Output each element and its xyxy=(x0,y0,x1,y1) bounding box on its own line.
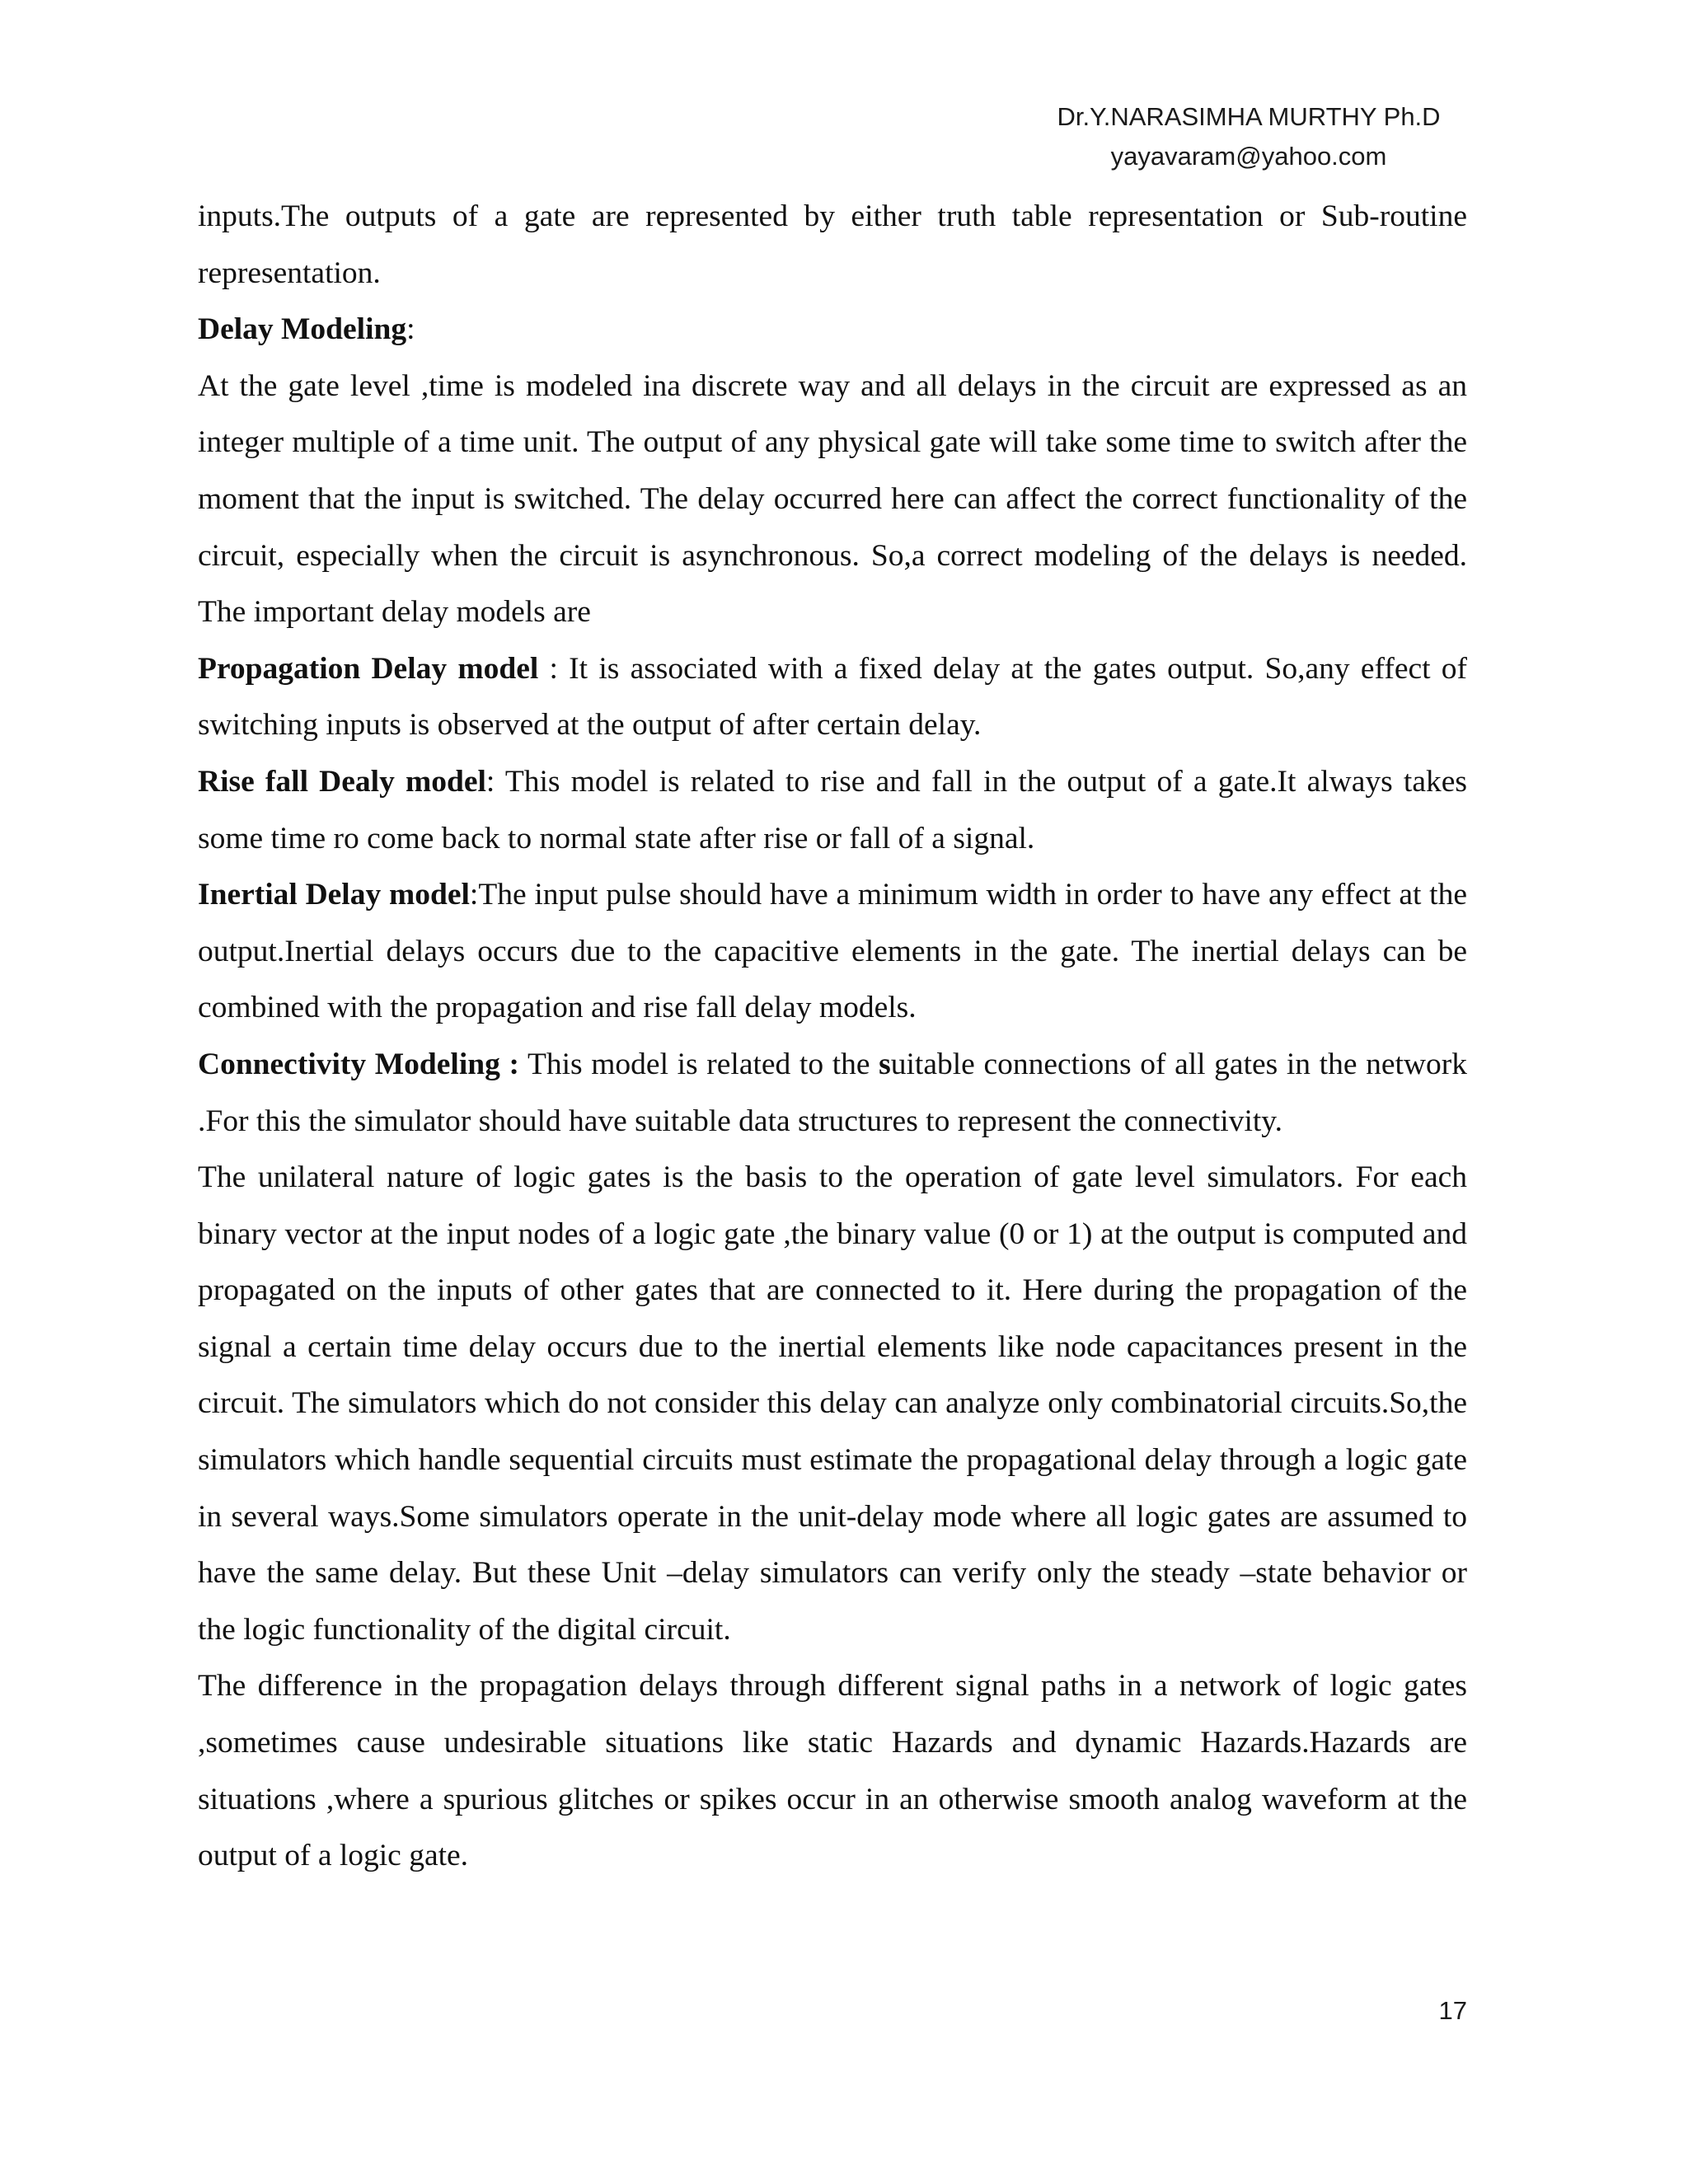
paragraph-rise-fall-delay xyxy=(198,754,1467,867)
paragraph-hazards: The difference in the propagation delays through different signal paths in a network of logic gates ,sometimes cause undesirable situations like static Hazards and dynamic Hazards.Hazards are situations ,where a spurious glitches or spikes occur in an otherwise smooth analog waveform at the output of a logic gate. xyxy=(198,1669,1467,1873)
delay-modeling-title: Delay Modeling xyxy=(198,312,407,347)
connectivity-text-end: uitable connections of all gates in the network .For this the simulator should have suitable data structures to represent the connectivity. xyxy=(198,1047,1467,1138)
paragraph-unilateral-nature: The unilateral nature of logic gates is the basis to the operation of gate level simulators. For each binary vector at the input nodes of a logic gate ,the binary value (0 or 1) at the output is computed and propagated on the inputs of other gates that are connected to it. Here during the propagation of the signal a certain time delay occurs due to the inertial elements like node capacitances present in the circuit. The simulators which do not consider this delay can analyze only combinatorial circuits.So,the simulators which handle sequential circuits must estimate the propagational delay through a logic gate in several ways.Some simulators operate in the unit-delay mode where all logic gates are assumed to have the same delay. But these Unit –delay simulators can verify only the steady –state behavior or the logic functionality of the digital circuit. xyxy=(198,1160,1467,1647)
rise-fall-delay-text: : This model is related to rise and fall in the output of a gate.It always takes some time ro come back to normal state after rise or fall of a signal. xyxy=(198,764,1467,855)
paragraph-propagation-delay xyxy=(198,641,1467,754)
paragraph-intro: inputs.The outputs of a gate are represented by either truth table representation or Sub-routine representation. xyxy=(198,199,1467,290)
inertial-delay-text: :The input pulse should have a minimum width in order to have any effect at the output.Inertial delays occurs due to the capacitive elements in the gate. The inertial delays can be combined with the propagation and rise fall delay models. xyxy=(198,878,1467,1025)
paragraph-delay-description: At the gate level ,time is modeled ina discrete way and all delays in the circuit are expressed as an integer multiple of a time unit. The output of any physical gate will take some time to switch after the moment that the input is switched. The delay occurred here can affect the correct functionality of the circuit, especially when the circuit is asynchronous. So,a correct modeling of the delays is needed. The important delay models are xyxy=(198,368,1467,630)
author-name: Dr.Y.NARASIMHA MURTHY Ph.D xyxy=(1057,102,1441,131)
propagation-delay-label: Propagation Delay model xyxy=(198,651,539,686)
delay-modeling-colon: : xyxy=(406,312,415,347)
document-body xyxy=(198,189,1467,1885)
propagation-delay-text: : It is associated with a fixed delay at the gates output. So,any effect of switching inputs is observed at the output of after certain delay. xyxy=(198,651,1467,743)
rise-fall-delay-label: Rise fall Dealy model xyxy=(198,764,486,799)
connectivity-modeling-label: Connectivity Modeling : xyxy=(198,1047,519,1081)
connectivity-text-start: This model is related to the xyxy=(519,1047,879,1081)
inertial-delay-label: Inertial Delay model xyxy=(198,878,470,912)
author-email: yayavaram@yahoo.com xyxy=(1110,142,1387,171)
page-header xyxy=(1034,97,1463,176)
delay-modeling-heading xyxy=(198,302,1467,359)
connectivity-bold-letter: s xyxy=(879,1047,891,1081)
paragraph-connectivity-modeling xyxy=(198,1037,1467,1150)
paragraph-inertial-delay xyxy=(198,867,1467,1037)
page-number: 17 xyxy=(1438,1996,1467,2025)
